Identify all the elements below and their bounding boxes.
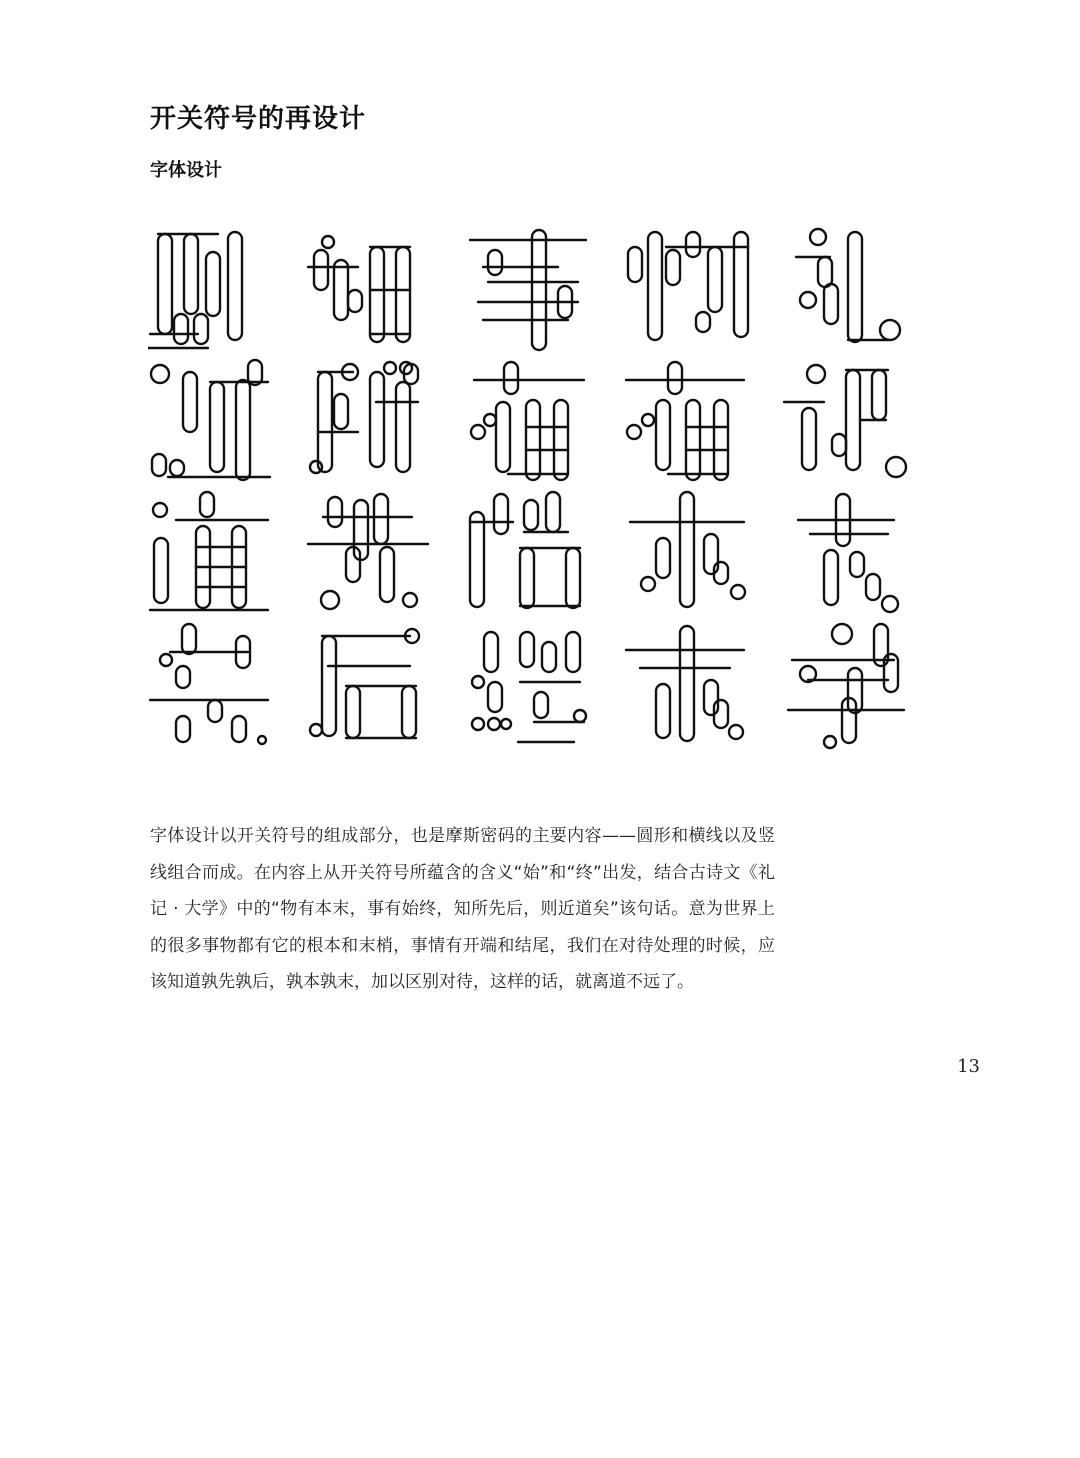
glyph-cell: [628, 232, 748, 340]
glyph-cell: [784, 365, 906, 477]
glyph-cell: [796, 229, 900, 342]
body-paragraph: 字体设计以开关符号的组成部分，也是摩斯密码的主要内容——圆形和横线以及竖线组合而成。在内容上从开关符号所蕴含的含义“始”和“终”出发，结合古诗文《礼记 · 大学》中的“物有本末，事有始终，知所先后，则近道矣”该句话。意为世界上的很多事物都有它的根本和末梢，事情有开端和结尾，我们在对待处理的时候，应该知道孰先孰后，孰本孰末，加以区别对待，这样的话，就离道不远了。: [150, 826, 775, 992]
glyph-cell: [470, 230, 586, 350]
glyph-grid: [148, 222, 914, 754]
glyph-cell: [630, 492, 745, 607]
glyph-cell: [310, 629, 419, 738]
glyph-cell: [626, 626, 744, 741]
glyph-grid-art: [148, 222, 914, 754]
glyph-cell: [472, 632, 586, 742]
section-title: 字体设计: [150, 160, 222, 181]
glyph-cell: [788, 624, 904, 748]
glyph-cell: [150, 232, 242, 344]
glyph-cell: [310, 362, 418, 473]
page-title: 开关符号的再设计: [150, 104, 367, 134]
glyph-cell: [626, 362, 744, 480]
page-number: 13: [957, 1056, 980, 1077]
glyph-cell: [150, 492, 268, 610]
glyph-cell: [798, 494, 898, 612]
glyph-cell: [470, 492, 580, 608]
glyph-cell: [471, 362, 584, 480]
glyph-cell: [148, 348, 270, 480]
glyph-cell: [308, 494, 428, 609]
glyph-cell: [150, 624, 268, 744]
glyph-cell: [308, 236, 410, 342]
